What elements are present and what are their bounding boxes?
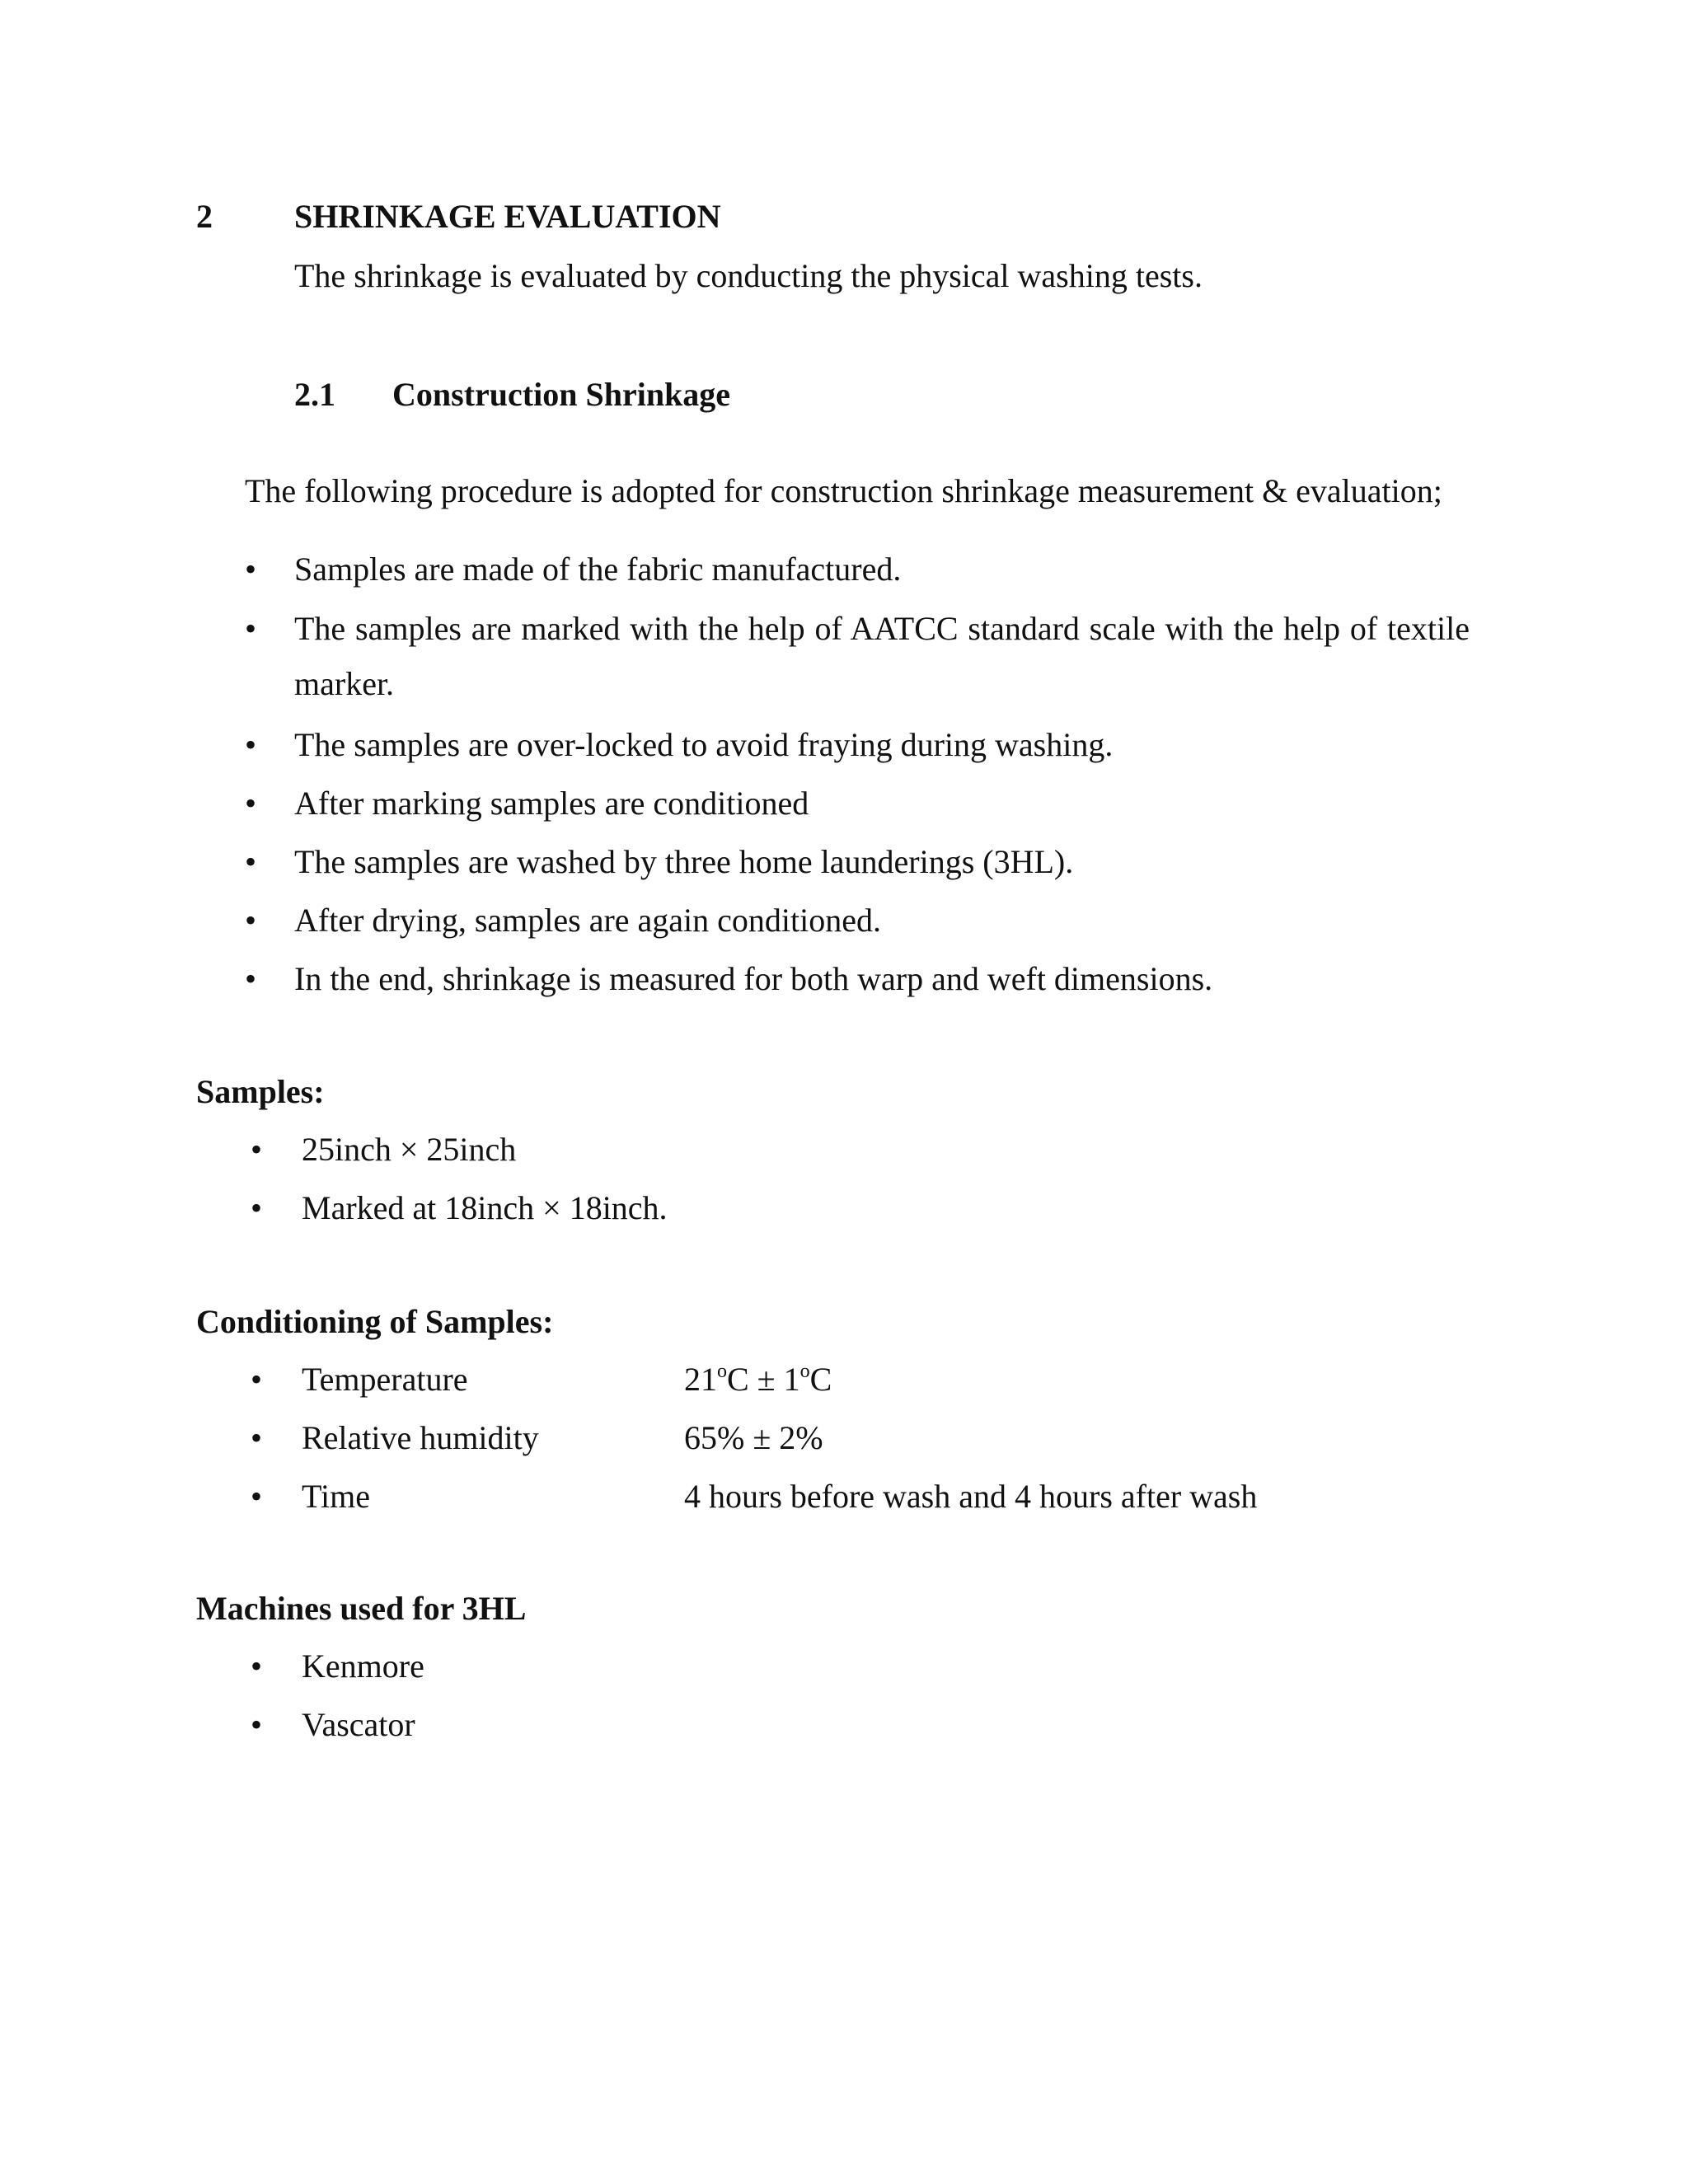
machine-item: Kenmore [302, 1647, 424, 1685]
bullet-icon: • [251, 1361, 263, 1398]
section-title: SHRINKAGE EVALUATION [294, 198, 721, 235]
conditioning-value-time: 4 hours before wash and 4 hours after wash [684, 1478, 1258, 1515]
bullet-icon: • [245, 785, 257, 822]
bullet-icon: • [245, 610, 257, 647]
subsection-number: 2.1 [294, 376, 335, 413]
section-number: 2 [196, 198, 213, 235]
procedure-lead: The following procedure is adopted for construction shrinkage measurement & evaluation; [245, 472, 1442, 509]
sample-item: 25inch × 25inch [302, 1131, 517, 1168]
bullet-icon: • [251, 1189, 263, 1226]
procedure-step: The samples are marked with the help of AATCC standard scale with the help of textile [294, 610, 1470, 647]
bullet-icon: • [251, 1647, 263, 1685]
procedure-step: The samples are over-locked to avoid fraying during washing. [294, 726, 1114, 763]
machines-heading: Machines used for 3HL [196, 1590, 527, 1627]
bullet-icon: • [251, 1478, 263, 1515]
procedure-step-continued: marker. [294, 665, 395, 702]
bullet-icon: • [245, 551, 257, 588]
procedure-step: The samples are washed by three home launderings (3HL). [294, 843, 1074, 880]
bullet-icon: • [251, 1706, 263, 1743]
subsection-title: Construction Shrinkage [392, 376, 731, 413]
bullet-icon: • [251, 1131, 263, 1168]
bullet-icon: • [245, 960, 257, 997]
conditioning-value-humidity: 65% ± 2% [684, 1419, 823, 1456]
section-intro: The shrinkage is evaluated by conducting the physical washing tests. [294, 257, 1203, 294]
samples-heading: Samples: [196, 1073, 325, 1110]
procedure-step: After drying, samples are again conditioned. [294, 902, 881, 939]
procedure-step: Samples are made of the fabric manufactured. [294, 551, 902, 588]
bullet-icon: • [245, 726, 257, 763]
procedure-step: After marking samples are conditioned [294, 785, 809, 822]
bullet-icon: • [245, 843, 257, 880]
bullet-icon: • [251, 1419, 263, 1456]
sample-item: Marked at 18inch × 18inch. [302, 1189, 668, 1226]
bullet-icon: • [245, 902, 257, 939]
machine-item: Vascator [302, 1706, 415, 1743]
conditioning-label-humidity: Relative humidity [302, 1419, 539, 1456]
conditioning-heading: Conditioning of Samples: [196, 1303, 554, 1340]
procedure-step: In the end, shrinkage is measured for both warp and weft dimensions. [294, 960, 1213, 997]
conditioning-label-temperature: Temperature [302, 1361, 468, 1398]
conditioning-label-time: Time [302, 1478, 371, 1515]
conditioning-value-temperature: $21^oC \pm 1^oC$ [684, 1361, 832, 1398]
